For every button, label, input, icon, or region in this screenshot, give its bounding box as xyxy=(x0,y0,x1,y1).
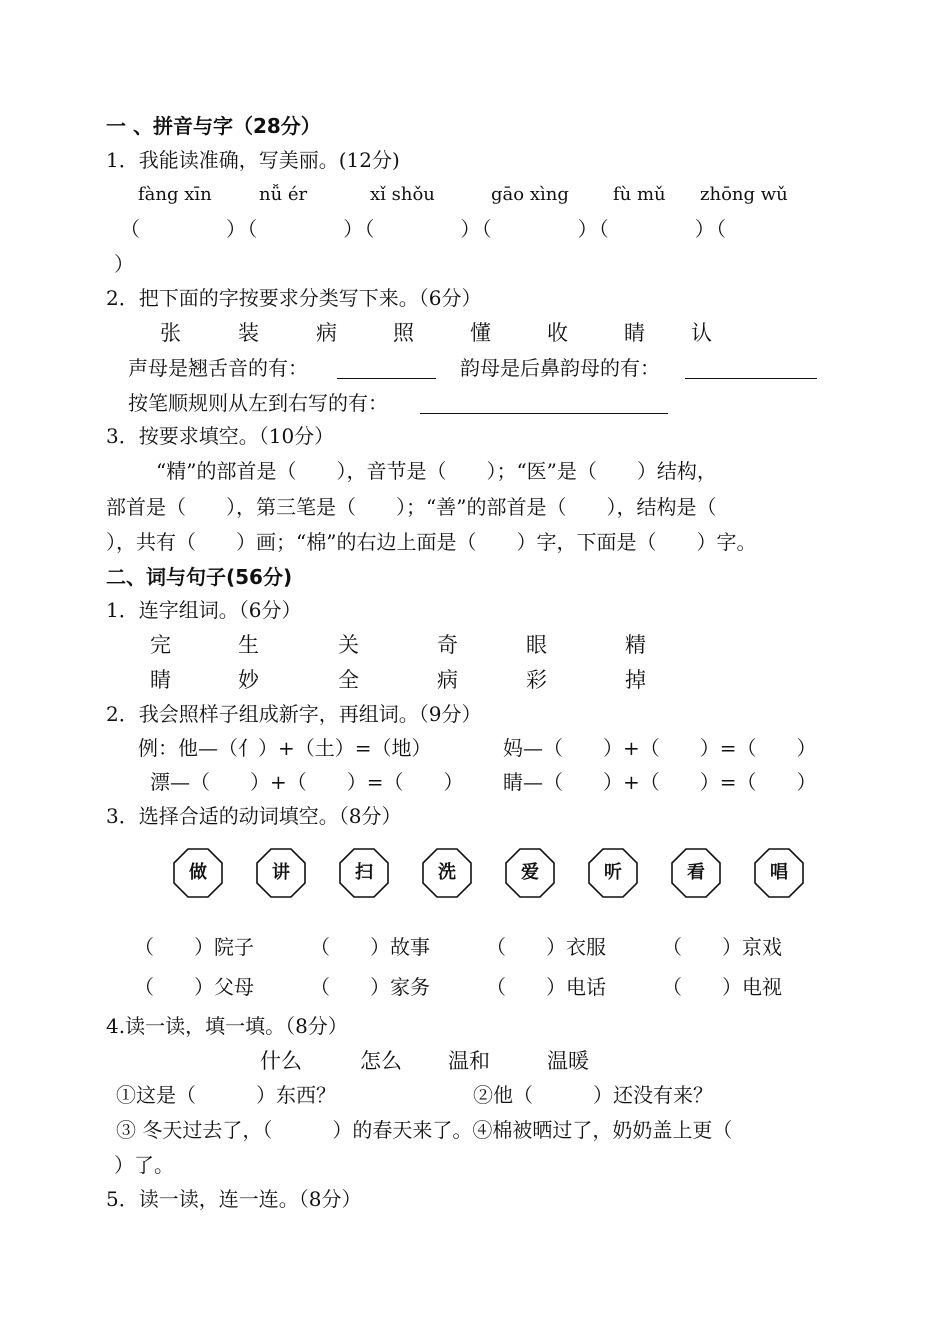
q3-line1[interactable]: “精”的部首是（ ），音节是（ ）；“医”是（ ）结构， xyxy=(156,459,717,483)
connect-char[interactable]: 睛 xyxy=(150,668,171,692)
word-option: 温和 xyxy=(448,1049,490,1073)
verb-label: 听 xyxy=(604,862,622,883)
pinyin-item: nǚ ér xyxy=(259,184,308,205)
verb-label: 爱 xyxy=(521,862,539,883)
verb-label: 做 xyxy=(189,862,207,883)
q1-label: 1．我能读准确，写美丽。(12分) xyxy=(106,148,400,172)
compose-item[interactable]: 漂—（ ）+（ ）=（ ） xyxy=(150,770,464,794)
verb-octagon xyxy=(505,848,555,898)
char-item: 照 xyxy=(393,321,414,345)
sentence-2[interactable]: ②他（ ）还没有来？ xyxy=(473,1083,713,1107)
connect-char[interactable]: 奇 xyxy=(437,633,458,657)
pinyin-item: fù mǔ xyxy=(613,184,666,205)
char-item: 病 xyxy=(316,321,337,345)
sentence-1[interactable]: ①这是（ ）东西？ xyxy=(116,1083,336,1107)
verb-blank[interactable]: （ ）京戏 xyxy=(662,935,782,959)
q3-label: 3．按要求填空。（10分） xyxy=(106,424,335,448)
verb-blank[interactable]: （ ）电话 xyxy=(486,975,606,999)
connect-char[interactable]: 妙 xyxy=(238,668,259,692)
retroflex-answer-line[interactable] xyxy=(337,378,436,379)
back-nasal-label: 韵母是后鼻韵母的有： xyxy=(460,356,660,380)
back-nasal-answer-line[interactable] xyxy=(685,378,817,379)
q2-5-label: 5．读一读，连一连。（8分） xyxy=(106,1187,362,1211)
connect-char[interactable]: 彩 xyxy=(526,668,547,692)
pinyin-answer-blanks[interactable]: （ ）（ ）（ ）（ ）（ ）（ xyxy=(120,217,728,241)
verb-blank[interactable]: （ ）电视 xyxy=(662,975,782,999)
connect-char[interactable]: 全 xyxy=(338,668,359,692)
verb-octagon xyxy=(754,848,804,898)
section1-title: 一 、拼音与字（28分） xyxy=(106,114,321,138)
q2-label: 2．把下面的字按要求分类写下来。（6分） xyxy=(106,286,482,310)
verb-label: 洗 xyxy=(438,862,456,883)
connect-char[interactable]: 掉 xyxy=(625,668,646,692)
word-option: 温暖 xyxy=(547,1049,589,1073)
pinyin-item: zhōng wǔ xyxy=(700,184,788,205)
q2-2-label: 2．我会照样子组成新字，再组词。（9分） xyxy=(106,702,482,726)
verb-blank[interactable]: （ ）故事 xyxy=(310,935,430,959)
verb-label: 讲 xyxy=(272,862,290,883)
retroflex-label: 声母是翘舌音的有： xyxy=(128,356,308,380)
stroke-order-label: 按笔顺规则从左到右写的有： xyxy=(128,391,388,415)
verb-blank[interactable]: （ ）院子 xyxy=(134,935,254,959)
compose-example: 例：他—（亻）+（土）=（地） xyxy=(138,736,432,760)
connect-char[interactable]: 精 xyxy=(625,633,646,657)
verb-blank[interactable]: （ ）衣服 xyxy=(486,935,606,959)
verb-label: 扫 xyxy=(355,862,373,883)
connect-char[interactable]: 病 xyxy=(437,668,458,692)
verb-blank[interactable]: （ ）家务 xyxy=(310,975,430,999)
verb-label: 唱 xyxy=(770,862,788,883)
q3-line2[interactable]: 部首是（ ），第三笔是（ ）；“善”的部首是（ ），结构是（ xyxy=(106,495,717,519)
verb-octagon xyxy=(671,848,721,898)
char-item: 睛 xyxy=(624,321,645,345)
char-item: 装 xyxy=(238,321,259,345)
verb-octagon xyxy=(422,848,472,898)
sentence-4-end: ）了。 xyxy=(114,1153,174,1177)
connect-char[interactable]: 关 xyxy=(338,633,359,657)
verb-octagon xyxy=(256,848,306,898)
verb-blank[interactable]: （ ）父母 xyxy=(134,975,254,999)
q2-1-label: 1．连字组词。（6分） xyxy=(106,598,302,622)
verb-octagon xyxy=(339,848,389,898)
char-item: 张 xyxy=(160,321,181,345)
q3-line3[interactable]: ），共有（ ）画；“棉”的右边上面是（ ）字，下面是（ ）字。 xyxy=(106,530,757,554)
compose-item[interactable]: 睛—（ ）+（ ）=（ ） xyxy=(503,770,817,794)
pinyin-item: xǐ shǒu xyxy=(370,184,435,205)
verb-octagon xyxy=(588,848,638,898)
compose-item[interactable]: 妈—（ ）+（ ）=（ ） xyxy=(503,736,817,760)
q2-4-label: 4.读一读，填一填。（8分） xyxy=(106,1014,348,1038)
connect-char[interactable]: 完 xyxy=(150,633,171,657)
verb-octagon xyxy=(173,848,223,898)
word-option: 什么 xyxy=(260,1049,302,1073)
char-item: 认 xyxy=(691,321,712,345)
char-item: 懂 xyxy=(470,321,491,345)
pinyin-item: fàng xīn xyxy=(138,184,212,205)
sentence-3-4[interactable]: ③ 冬天过去了，（ ）的春天来了。④棉被晒过了，奶奶盖上更（ xyxy=(116,1118,733,1142)
pinyin-answer-blanks-end: ） xyxy=(114,252,134,276)
verb-label: 看 xyxy=(687,862,705,883)
word-option: 怎么 xyxy=(360,1049,402,1073)
char-item: 收 xyxy=(547,321,568,345)
pinyin-item: gāo xìng xyxy=(491,184,569,205)
q2-3-label: 3．选择合适的动词填空。（8分） xyxy=(106,804,402,828)
connect-char[interactable]: 眼 xyxy=(526,633,547,657)
stroke-order-answer-line[interactable] xyxy=(420,413,668,414)
section2-title: 二、词与句子(56分) xyxy=(106,565,293,589)
connect-char[interactable]: 生 xyxy=(238,633,259,657)
